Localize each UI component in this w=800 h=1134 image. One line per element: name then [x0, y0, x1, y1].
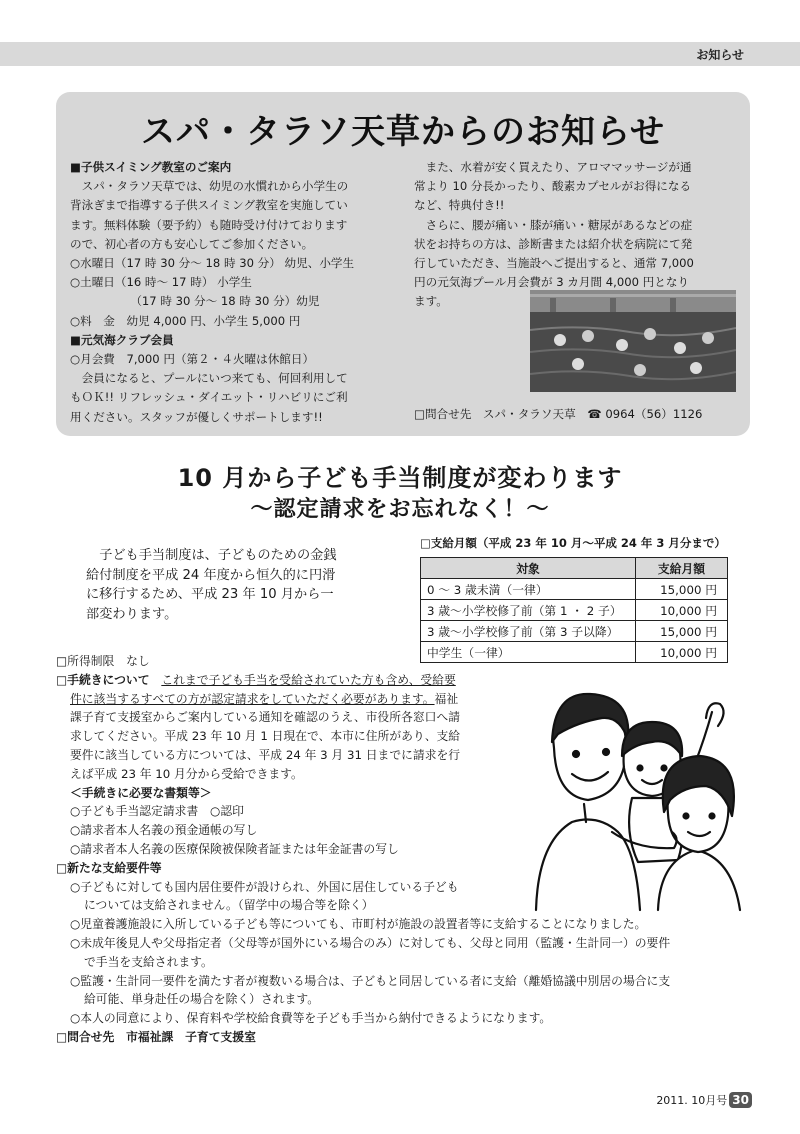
- table-caption: □支給月額（平成 23 年 10 月～平成 24 年 3 月分まで）: [420, 536, 726, 550]
- spa-text-line: 行していただき、当施設へご提出すると、通常 7,000: [414, 256, 694, 271]
- header-bar: [0, 42, 800, 66]
- allowance-body: [56, 652, 756, 1047]
- monthly-fee-line: ○月会費 7,000 円（第２・４火曜は休館日）: [70, 352, 315, 367]
- row-target: 中学生（一律）: [421, 642, 636, 663]
- document-item: ○請求者本人名義の預金通帳の写し: [70, 823, 258, 838]
- spa-text-line: 背泳ぎまで指導する子供スイミング教室を実施してい: [70, 198, 348, 213]
- procedure-line-1: [56, 671, 756, 690]
- spa-title: スパ・タラソ天草からのお知らせ: [141, 112, 665, 152]
- income-limit: □所得制限 なし: [56, 654, 150, 668]
- spa-text-line: 用ください。スタッフが優しくサポートします!!: [70, 409, 323, 424]
- spa-left-column: [70, 158, 395, 427]
- row-amount: 15,000 円: [636, 621, 728, 642]
- table-row: [421, 600, 728, 621]
- schedule-wednesday: ○水曜日（17 時 30 分～ 18 時 30 分） 幼児、小学生: [70, 256, 355, 271]
- procedure-line: 要件に該当している方については、平成 24 年 3 月 31 日までに請求を行: [70, 747, 461, 762]
- procedure-tail: 福祉: [434, 691, 459, 706]
- page-footer: [656, 1092, 752, 1108]
- procedure-line: 課子育て支援室からご案内している通知を確認のうえ、市役所各窓口へ請: [70, 710, 461, 725]
- row-target: 0 ～ 3 歳未満（一律）: [421, 579, 636, 600]
- new-requirement-line: 給可能、単身赴任の場合を除く）されます。: [84, 992, 319, 1007]
- new-requirement-line: ○児童養護施設に入所している子ども等についても、市町村が施設の設置者等に支給することになりました。: [70, 917, 647, 932]
- new-requirement-line: ○本人の同意により、保育料や学校給食費等を子ども手当から納付できるようになります。: [70, 1011, 552, 1026]
- spa-text-line: ます。: [414, 294, 448, 309]
- spa-right-column: [414, 158, 734, 312]
- allowance-subtitle: ～認定請求をお忘れなく！～: [250, 497, 550, 522]
- procedure-line: 求してください。平成 23 年 10 月 1 日現在で、本市に住所があり、支給: [70, 729, 461, 744]
- section-label: お知らせ: [696, 48, 744, 62]
- spa-text-line: 会員になると、プールにいつ来ても、何回利用して: [81, 371, 348, 386]
- row-amount: 10,000 円: [636, 642, 728, 663]
- spa-text-line: もＯＫ!! リフレッシュ・ダイエット・リハビリにご利: [70, 390, 348, 405]
- procedure-line-2: [56, 690, 756, 709]
- table-row: [421, 579, 728, 600]
- spa-text-line: また、水着が安く買えたり、アロママッサージが通: [425, 160, 692, 174]
- header-amount: 支給月額: [636, 558, 728, 579]
- row-amount: 10,000 円: [636, 600, 728, 621]
- table-row: [421, 621, 728, 642]
- procedure-important-1: これまで子ども手当を受給されていた方も含め、受給要: [161, 672, 456, 687]
- new-requirement-line: ○未成年後見人や父母指定者（父母等が国外にいる場合のみ）に対しても、父母と同用（監護・生計同一）の要件: [70, 935, 671, 950]
- allowance-contact: □問合せ先 市福祉課 子育て支援室: [56, 1029, 256, 1044]
- spa-text-line: 円の元気海プール月会費が 3 カ月間 4,000 円となり: [414, 275, 690, 290]
- new-requirement-line: で手当を支給されます。: [84, 954, 213, 969]
- spa-text-line: 常より 10 分長かったり、酸素カプセルがお得になる: [414, 179, 692, 194]
- payment-table: [420, 557, 728, 663]
- spa-text-line: など、特典付き!!: [414, 198, 505, 213]
- spa-notice-box: [56, 92, 750, 436]
- new-requirement-line: ○監護・生計同一要件を満たす者が複数いる場合は、子どもと同居している者に支給（離婚協議中別居の場合に支: [70, 973, 671, 988]
- procedure-line: えば平成 23 年 10 月分から受給できます。: [70, 766, 303, 781]
- new-requirements-heading: □新たな支給要件等: [56, 860, 162, 875]
- new-requirement-line: ○子どもに対しても国内居住要件が設けられ、外国に居住している子ども: [70, 879, 459, 894]
- intro-line: 給付制度を平成 24 年度から恒久的に円滑: [86, 567, 336, 583]
- spa-text-line: さらに、腰が痛い・膝が痛い・糖尿があるなどの症: [425, 217, 693, 232]
- table-header-row: [421, 558, 728, 579]
- swim-class-heading: ■子供スイミング教室のご案内: [70, 160, 232, 174]
- page-number: 30: [729, 1092, 752, 1108]
- intro-line: に移行するため、平成 23 年 10 月から一: [86, 587, 334, 602]
- spa-contact: □問合せ先 スパ・タラソ天草 ☎ 0964（56）1126: [414, 407, 703, 421]
- allowance-intro: [86, 546, 386, 624]
- intro-line: 子ども手当制度は、子どものための金銭: [99, 548, 337, 563]
- document-item: ○子ども手当認定請求書 ○認印: [70, 804, 244, 819]
- new-requirement-line: については支給されません。（留学中の場合等を除く）: [84, 898, 374, 913]
- row-target: 3 歳～小学校修了前（第 3 子以降）: [421, 621, 636, 642]
- document-item: ○請求者本人名義の医療保険被保険者証または年金証書の写し: [70, 841, 399, 856]
- spa-text-line: スパ・タラソ天草では、幼児の水慣れから小学生の: [81, 179, 349, 194]
- row-target: 3 歳～小学校修了前（第 1 ・ 2 子）: [421, 600, 636, 621]
- allowance-title: 10 月から子ども手当制度が変わります: [177, 464, 623, 492]
- schedule-saturday: ○土曜日（16 時～ 17 時） 小学生: [70, 275, 252, 290]
- documents-heading: ＜手続きに必要な書類等＞: [70, 785, 212, 800]
- spa-text-line: ます。無料体験（要予約）も随時受け付けております: [70, 217, 348, 232]
- pool-photo: [530, 290, 736, 392]
- schedule-saturday-late: （17 時 30 分～ 18 時 30 分）幼児: [130, 294, 320, 309]
- row-amount: 15,000 円: [636, 579, 728, 600]
- header-target: 対象: [421, 558, 636, 579]
- spa-text-line: ので、初心者の方も安心してご参加ください。: [70, 236, 314, 251]
- fee-line: ○料 金 幼児 4,000 円、小学生 5,000 円: [70, 313, 301, 328]
- issue-label: 2011. 10月号: [656, 1094, 728, 1107]
- procedure-heading: □手続きについて: [56, 672, 150, 687]
- intro-line: 部変わります。: [86, 606, 178, 622]
- spa-text-line: 状をお持ちの方は、診断書または紹介状を病院にて発: [414, 236, 693, 251]
- club-member-heading: ■元気海クラブ会員: [70, 332, 174, 347]
- procedure-important-2: 件に該当するすべての方が認定請求をしていただく必要があります。: [70, 691, 435, 706]
